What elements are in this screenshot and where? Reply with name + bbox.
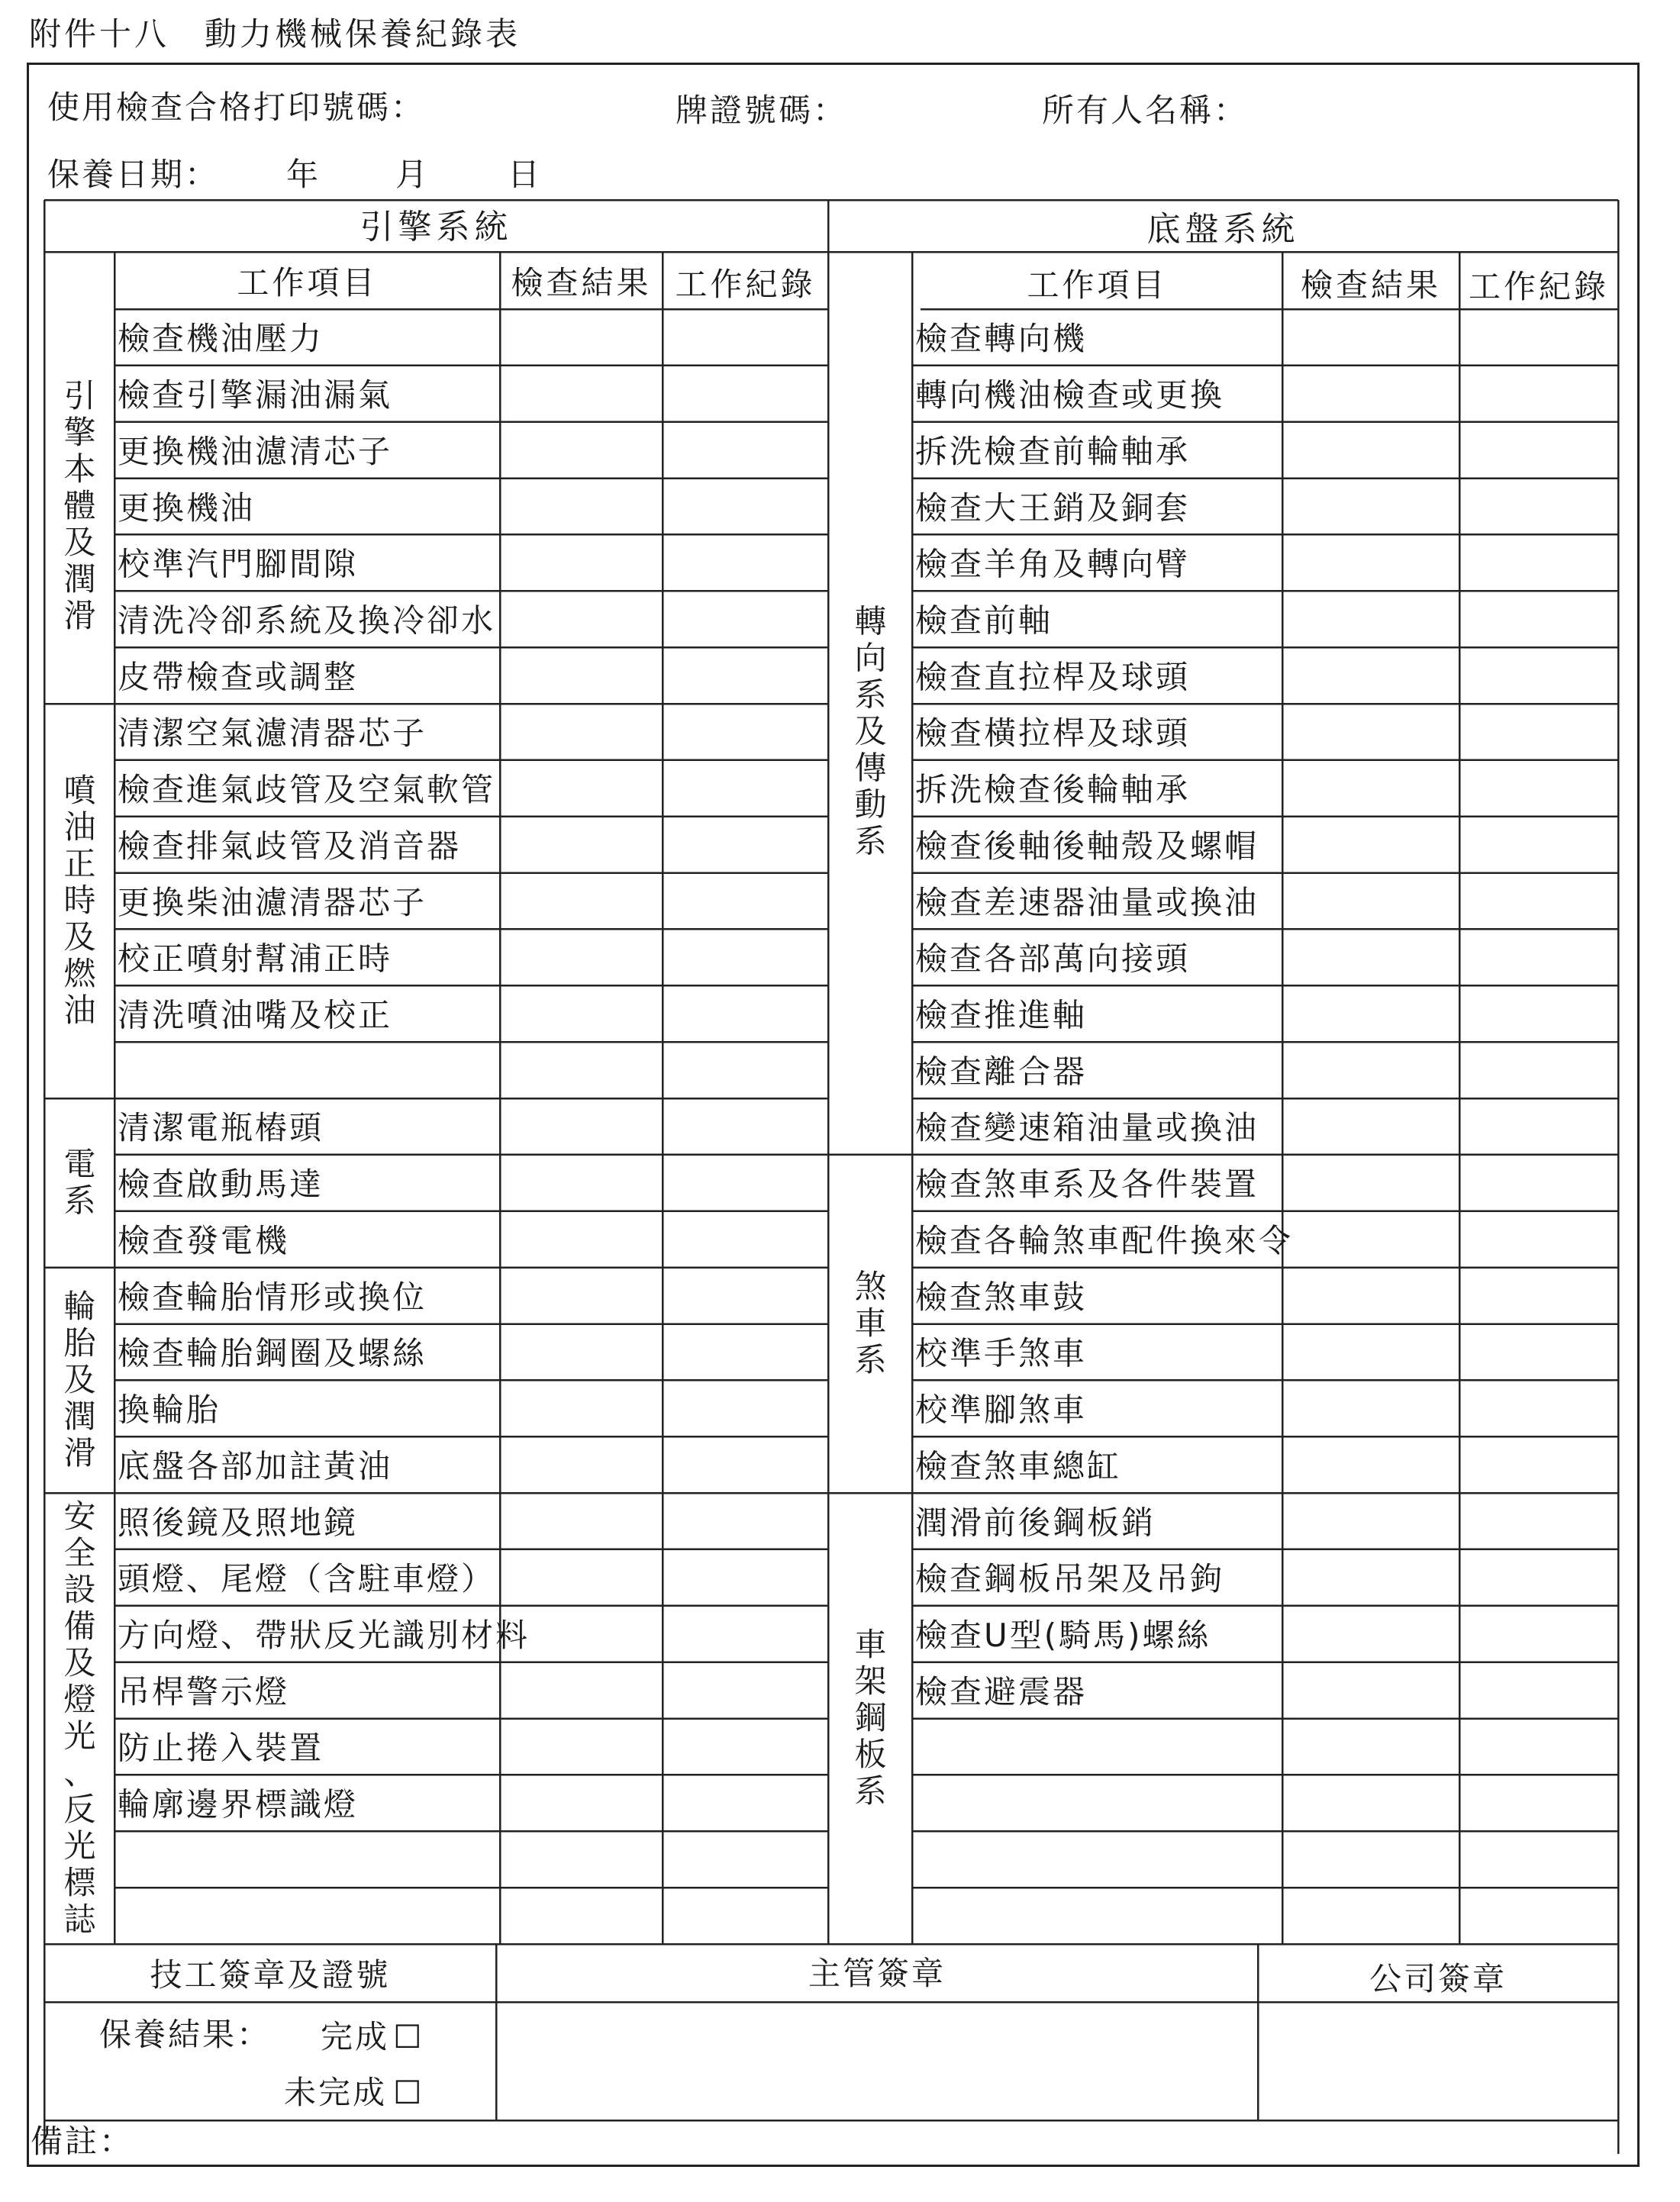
chassis-item-label: 檢查變速箱油量或換油 (915, 1109, 1259, 1147)
engine-item-label: 更換機油 (118, 488, 256, 527)
engine-item-label: 清潔電瓶樁頭 (118, 1109, 324, 1147)
engine-item-label: 清洗噴油嘴及校正 (118, 996, 393, 1034)
date-year-label: 年 (286, 156, 321, 193)
chassis-group-label: 轉向系及傳動系 (854, 602, 889, 860)
engine-item-label: 底盤各部加註黃油 (118, 1447, 393, 1485)
engine-item-label: 檢查進氣歧管及空氣軟管 (118, 771, 496, 809)
owner-name-label: 所有人名稱： (1042, 92, 1249, 129)
engine-group-label: 噴油正時及燃油 (63, 771, 98, 1029)
chassis-item-label: 檢查轉向機 (915, 320, 1088, 358)
engine-col-result: 檢查結果 (511, 264, 652, 301)
engine-item-label: 校正噴射幫浦正時 (118, 940, 393, 978)
date-day-label: 日 (508, 156, 543, 193)
engine-item-label: 檢查輪胎情形或換位 (118, 1278, 427, 1316)
engine-item-label: 更換機油濾清芯子 (118, 432, 393, 470)
engine-item-label: 清洗冷卻系統及換冷卻水 (118, 601, 496, 640)
engine-item-label: 檢查發電機 (118, 1221, 290, 1259)
chassis-item-label: 檢查大王銷及銅套 (915, 488, 1191, 527)
result-done-checkbox: ☐ (393, 2018, 424, 2055)
chassis-item-label: 檢查差速器油量或換油 (915, 883, 1259, 921)
engine-item-label: 換輪胎 (118, 1391, 221, 1429)
chassis-item-label: 檢查煞車總缸 (915, 1447, 1122, 1485)
chassis-item-label: 檢查羊角及轉向臂 (915, 545, 1191, 583)
engine-group-label: 引擎本體及潤滑 (63, 376, 98, 634)
plate-number-label: 牌證號碼： (676, 92, 848, 129)
chassis-col-result: 檢查結果 (1300, 266, 1442, 304)
chassis-item-label: 檢查推進軸 (915, 996, 1088, 1034)
inspection-code-label: 使用檢查合格打印號碼： (47, 89, 426, 126)
chassis-item-label: 檢查離合器 (915, 1053, 1088, 1091)
engine-system-title: 引擎系統 (360, 208, 513, 247)
engine-item-label: 檢查啟動馬達 (118, 1165, 324, 1204)
engine-item-label: 更換柴油濾清器芯子 (118, 883, 427, 921)
chassis-system-title: 底盤系統 (1146, 210, 1300, 249)
technician-signature-label: 技工簽章及證號 (150, 1956, 391, 1994)
supervisor-signature-label: 主管簽章 (808, 1955, 946, 1992)
engine-item-label: 吊桿警示燈 (118, 1672, 290, 1710)
chassis-item-label: 檢查前軸 (915, 601, 1053, 640)
remarks-label: 備註： (31, 2123, 134, 2160)
chassis-item-label: 潤滑前後鋼板銷 (915, 1504, 1156, 1542)
maintenance-date-label: 保養日期： (47, 156, 220, 193)
date-month-label: 月 (395, 156, 430, 193)
engine-group-label: 電系 (63, 1145, 98, 1220)
result-not-done-checkbox: ☐ (393, 2074, 424, 2111)
chassis-item-label: 校準腳煞車 (915, 1391, 1088, 1429)
chassis-item-label: 檢查橫拉桿及球頭 (915, 714, 1191, 753)
chassis-item-label: 檢查煞車鼓 (915, 1278, 1088, 1316)
company-seal-label: 公司簽章 (1369, 1960, 1507, 1997)
document-title: 附件十八 動力機械保養紀錄表 (29, 15, 521, 53)
chassis-col-record: 工作紀錄 (1468, 268, 1610, 305)
engine-item-label: 檢查輪胎鋼圈及螺絲 (118, 1334, 427, 1372)
chassis-item-label: 檢查後軸後軸殼及螺帽 (915, 827, 1259, 865)
chassis-item-label: 檢查各輪煞車配件換來令 (915, 1221, 1294, 1259)
chassis-item-label: 轉向機油檢查或更換 (915, 376, 1225, 414)
engine-col-record: 工作紀錄 (675, 266, 816, 303)
engine-item-label: 檢查排氣歧管及消音器 (118, 827, 462, 865)
chassis-item-label: 檢查煞車系及各件裝置 (915, 1165, 1259, 1204)
engine-item-label: 皮帶檢查或調整 (118, 658, 359, 696)
chassis-group-label: 車架鋼板系 (854, 1625, 889, 1810)
engine-item-label: 輪廓邊界標識燈 (118, 1785, 359, 1823)
chassis-item-label: 校準手煞車 (915, 1334, 1088, 1372)
engine-col-item: 工作項目 (237, 264, 378, 301)
engine-group-label: 輪胎及潤滑 (63, 1287, 98, 1472)
chassis-item-label: 檢查避震器 (915, 1672, 1088, 1710)
chassis-item-label: 檢查鋼板吊架及吊鉤 (915, 1560, 1225, 1598)
chassis-item-label: 檢查直拉桿及球頭 (915, 658, 1191, 696)
chassis-item-label: 拆洗檢查前輪軸承 (915, 432, 1191, 470)
engine-item-label: 照後鏡及照地鏡 (118, 1504, 359, 1542)
engine-group-label: 安全設備及燈光、反光標誌 (63, 1497, 98, 1938)
engine-item-label: 方向燈、帶狀反光識別材料 (118, 1617, 530, 1655)
chassis-item-label: 拆洗檢查後輪軸承 (915, 771, 1191, 809)
result-done-label: 完成 (321, 2018, 390, 2055)
engine-item-label: 清潔空氣濾清器芯子 (118, 714, 427, 753)
chassis-item-label: 檢查各部萬向接頭 (915, 940, 1191, 978)
engine-item-label: 防止捲入裝置 (118, 1729, 324, 1767)
chassis-group-label: 煞車系 (854, 1267, 889, 1378)
chassis-col-item: 工作項目 (1027, 266, 1168, 304)
engine-item-label: 檢查引擎漏油漏氣 (118, 376, 393, 414)
engine-item-label: 校準汽門腳間隙 (118, 545, 359, 583)
result-not-done-label: 未完成 (284, 2074, 388, 2111)
engine-item-label: 頭燈、尾燈（含駐車燈） (118, 1560, 496, 1598)
maintenance-result-label: 保養結果： (99, 2016, 272, 2053)
engine-item-label: 檢查機油壓力 (118, 320, 324, 358)
chassis-item-label: 檢查U型(騎馬)螺絲 (915, 1617, 1211, 1655)
